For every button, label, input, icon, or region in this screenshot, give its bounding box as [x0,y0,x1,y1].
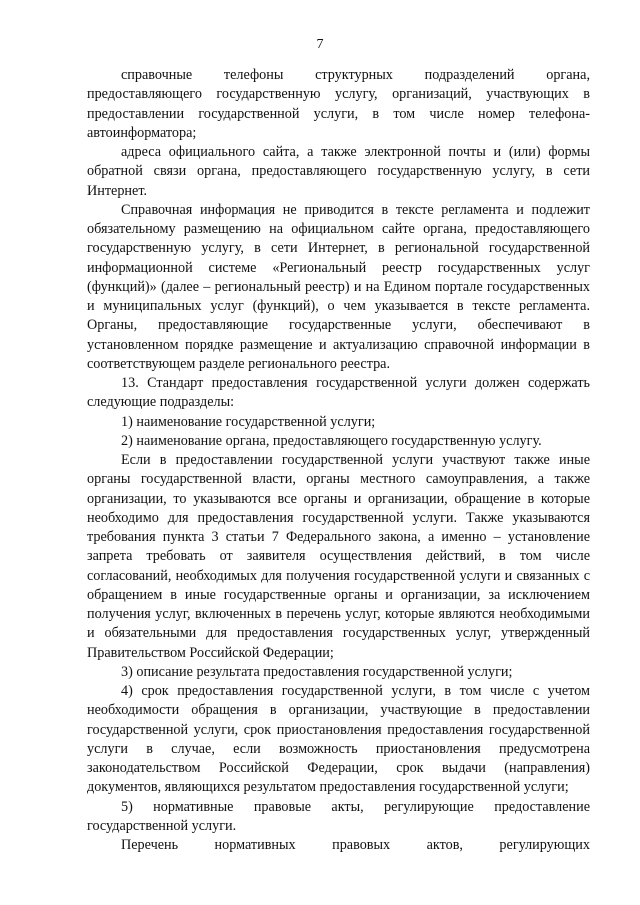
paragraph-subsection-1: 1) наименование государственной услуги; [121,413,376,430]
paragraph-subsection-3: 3) описание результата предоставления государственной услуги; [121,663,513,680]
paragraph-list-of-acts: Перечень нормативных правовых актов, регулирующих [121,837,590,853]
paragraph-contact-phones: справочные телефоны структурных подразделений органа, предоставляющего государственную услугу, организаций, участвующих в предоставлении государственной услуги, в том числе номер телефона-автоинформатора; [87,67,590,141]
page-number: 7 [316,37,324,52]
body-text [87,66,590,855]
paragraph-website-addresses: адреса официального сайта, а также электронной почты и (или) формы обратной связи органа, предоставляющего государственную услугу, в сети Интернет. [87,144,590,199]
paragraph-subsection-2: 2) наименование органа, предоставляющего государственную услугу. [121,432,542,449]
paragraph-participating-bodies: Если в предоставлении государственной услуги участвуют также иные органы государственной власти, органы местного самоуправления, а также организации, то указываются все органы и организации, обращение в которые необходимо для предоставления государственной услуги. Также указываются требования пункта 3 статьи 7 Федерального закона, а именно – установление запрета требовать от заявителя осуществления действий, в том числе согласований, необходимых для получения государственной услуги и связанных с обращением в иные государственные органы и организации, за исключением получения услуг, включенных в перечень услуг, которые являются необходимыми и обязательными для предоставления государственных услуг, утвержденный Правительством Российской Федерации; [87,452,590,661]
paragraph-item-13: 13. Стандарт предоставления государственной услуги должен содержать следующие подразделы: [87,375,590,411]
paragraph-subsection-4: 4) срок предоставления государственной услуги, в том числе с учетом необходимости обращения в организации, участвующие в предоставлении государственной услуги, срок приостановления предоставления государственной услуги в случае, если возможность приостановления предусмотрена законодательством Российской Федерации, срок выдачи (направления) документов, являющихся результатом предоставления государственной услуги; [87,683,590,796]
paragraph-subsection-5: 5) нормативные правовые акты, регулирующие предоставление государственной услуги. [87,798,590,834]
paragraph-reference-information: Справочная информация не приводится в тексте регламента и подлежит обязательному размещению на официальном сайте органа, предоставляющего государственную услугу, в сети Интернет, в региональной государственной информационной системе «Региональный реестр государственных услуг (функций)» (далее – региональный реестр) и на Едином портале государственных и муниципальных услуг (функций), о чем указывается в тексте регламента. Органы, предоставляющие государственные услуги, обеспечивают в установленном порядке размещение и актуализацию справочной информации в соответствующем разделе регионального реестра. [87,201,590,372]
